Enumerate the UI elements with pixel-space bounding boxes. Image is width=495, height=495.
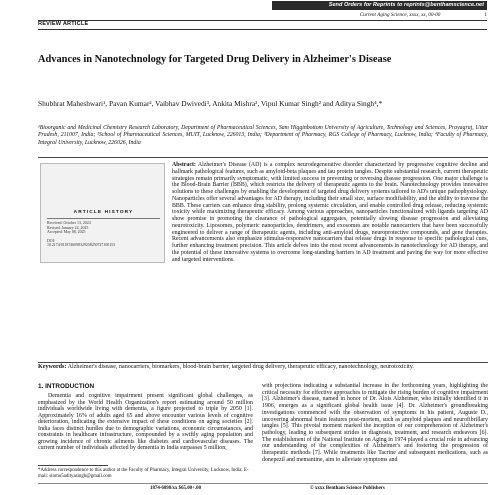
- abstract: [172, 162, 488, 263]
- header-rule: [38, 20, 487, 21]
- author-list: Shubhrat Maheshwari¹, Pavan Kumar², Vaibhav Dwivedi³, Ankita Mishra², Vipul Kumar Singh² and Aditya Singh⁴,*: [38, 99, 383, 108]
- revised-date: Revised: January 22, 2025: [47, 225, 89, 230]
- correspondence-footnote: *Address correspondence to this author at the Faculty of Pharmacy, Integral University, Lucknow, India; E-mail: sinmu5adityasingh@gmail.com: [38, 468, 249, 479]
- article-history-box: [40, 163, 165, 263]
- abstract-rule: [38, 157, 488, 158]
- keywords-label: Keywords:: [38, 364, 67, 370]
- running-head: [360, 12, 487, 18]
- affiliations: ¹Bioorganic and Medicinal Chemistry Research Laboratory, Department of Pharmaceutical Sciences, Sam Higginbottom University of Agriculture, Technology and Sciences, Prayagraj, Uttar Pradesh, 211007, India; ²School of Pharmaceutical Sciences, MUIT, Lucknow, 226013, India; ³Department of Pharmacy, RGS College of Pharmacy, Lucknow, India; ⁴Faculty of Pharmacy, Integral University, Lucknow, 226026, India: [38, 125, 488, 146]
- page-number: 1: [484, 12, 487, 18]
- header-rule-lower: [38, 29, 487, 30]
- doi-label: DOI:: [47, 238, 55, 243]
- keywords: [38, 364, 488, 371]
- right-column: with projections indicating a substantial increase in the forthcoming years, highlighting the critical necessity for effective approaches to mitigate the rising burden of cognitive impairment [3]. Alzheimer's disease, named in honor of Dr. Alois Alzheimer, who initially identified it in 1906, emerges as a significant global health issue [4]. Dr. Alzheimer's groundbreaking investigations commenced with the observation of symptoms in his patient, Auguste D., uncovering abnormal brain features post-mortem, such as amyloid plaques and neurofibrillary tangles [5]. This pivotal moment marked the inception of our comprehension of Alzheimer's pathology, leading to subsequent strides in diagnosis, treatment, and research endeavors [6]. The establishment of the National Institute on Aging in 1974 played a crucial role in advancing our understanding of the complexities of Alzheimer's and fostering the progression of therapeutic methods [7]. While treatments like Tacrine and subsequent medications, such as donepezil and memantine, aim to alleviate symptoms and: [262, 383, 488, 463]
- article-type: REVIEW ARTICLE: [38, 21, 89, 27]
- keywords-rule: [38, 362, 488, 363]
- issn: 1874-6098/xx $65.00+.00: [150, 486, 202, 491]
- abstract-text: Alzheimer's Disease (AD) is a complex neurodegenerative disorder characterized by progressive cognitive decline and hallmark pathological features, such as amyloid-beta plaques and tau protein tangles. Despite substantial research, current therapeutic strategies remain primarily symptomatic, with limited success in preventing or reversing disease progression. One major challenge is the Blood-Brain Barrier (BBB), which restricts the delivery of therapeutic agents to the brain. Nanotechnology provides innovative solutions to these challenges by enabling the development of targeted drug delivery systems tailored to AD's unique pathophysiology. Nanoparticles offer several advantages for AD therapy, including their small size, surface modifiability, and the ability to traverse the BBB. These carriers can enhance drug stability, prolong systemic circulation, and enable controlled drug release, reducing systemic toxicity while maximizing therapeutic efficacy. Among various approaches, nanoparticles functionalized with ligands targeting AD show promise in promoting the clearance of pathological aggregates, potentially slowing disease progression and alleviating neurotoxicity. Liposomes, polymeric nanoparticles, dendrimers, and exosomes are notable nanocarriers that have been successfully engineered to deliver a range of therapeutic agents, including anti-amyloid drugs, neuroprotective compounds, and gene therapies. Recent advancements also emphasize stimulus-responsive nanocarriers that release drugs in response to specific pathological cues, further enhancing treatment precision. This article delves into the most recent advancements in nanotechnology for AD therapy, and the potential of these innovative systems to overcome long-standing barriers in AD treatment and paving the way for more effective and targeted interventions.: [172, 162, 488, 263]
- keywords-text: Alzheimer's disease, nanocarriers, biomarkers, blood-brain barrier, targeted drug delivery, therapeutic efficacy, nanotechnology, neurotoxicity.: [67, 364, 414, 370]
- introduction-left-text: Dementia and cognitive impairment present significant global challenges, as emphasized by the World Health Organization's report estimating around 50 million individuals worldwide living with dementia, a figure projected to triple by 2050 [1]. Approximately 16% of adults aged 65 and above encounter various levels of cognitive deterioration, indicating the extensive impact of these conditions on aging societies [2]. India faces distinct hurdles due to demographic variations, economic circumstances, and constraints in healthcare infrastructure, compounded by a swiftly aging population and growing incidence of chronic ailments like diabetes and cardiovascular diseases. The current number of individuals affected by dementia in India surpasses 5 million,: [38, 393, 253, 452]
- left-column: [38, 383, 253, 452]
- article-history-dates: [47, 221, 115, 248]
- article-title: Advances in Nanotechnology for Targeted Drug Delivery in Alzheimer's Disease: [38, 54, 392, 65]
- doi-link[interactable]: 10.2174/0118746098329258250727100153: [47, 243, 116, 248]
- footnote-rule: [38, 465, 108, 466]
- introduction-heading: 1. INTRODUCTION: [38, 383, 95, 390]
- journal-line: Current Aging Science, xxxx, xx, 00-00: [359, 12, 441, 18]
- article-history-heading: ARTICLE HISTORY: [73, 210, 134, 215]
- article-history-rule: [47, 218, 160, 219]
- accepted-date: Accepted: May 08, 2025: [47, 230, 86, 235]
- abstract-label: Abstract:: [172, 162, 196, 168]
- reprints-banner: Send Orders for Reprints to reprints@benthamscience.net: [272, 1, 487, 10]
- received-date: Received: October 13, 2024: [47, 221, 91, 225]
- copyright: © xxxx Bentham Science Publishers: [310, 486, 385, 491]
- footer-rule: [38, 483, 488, 484]
